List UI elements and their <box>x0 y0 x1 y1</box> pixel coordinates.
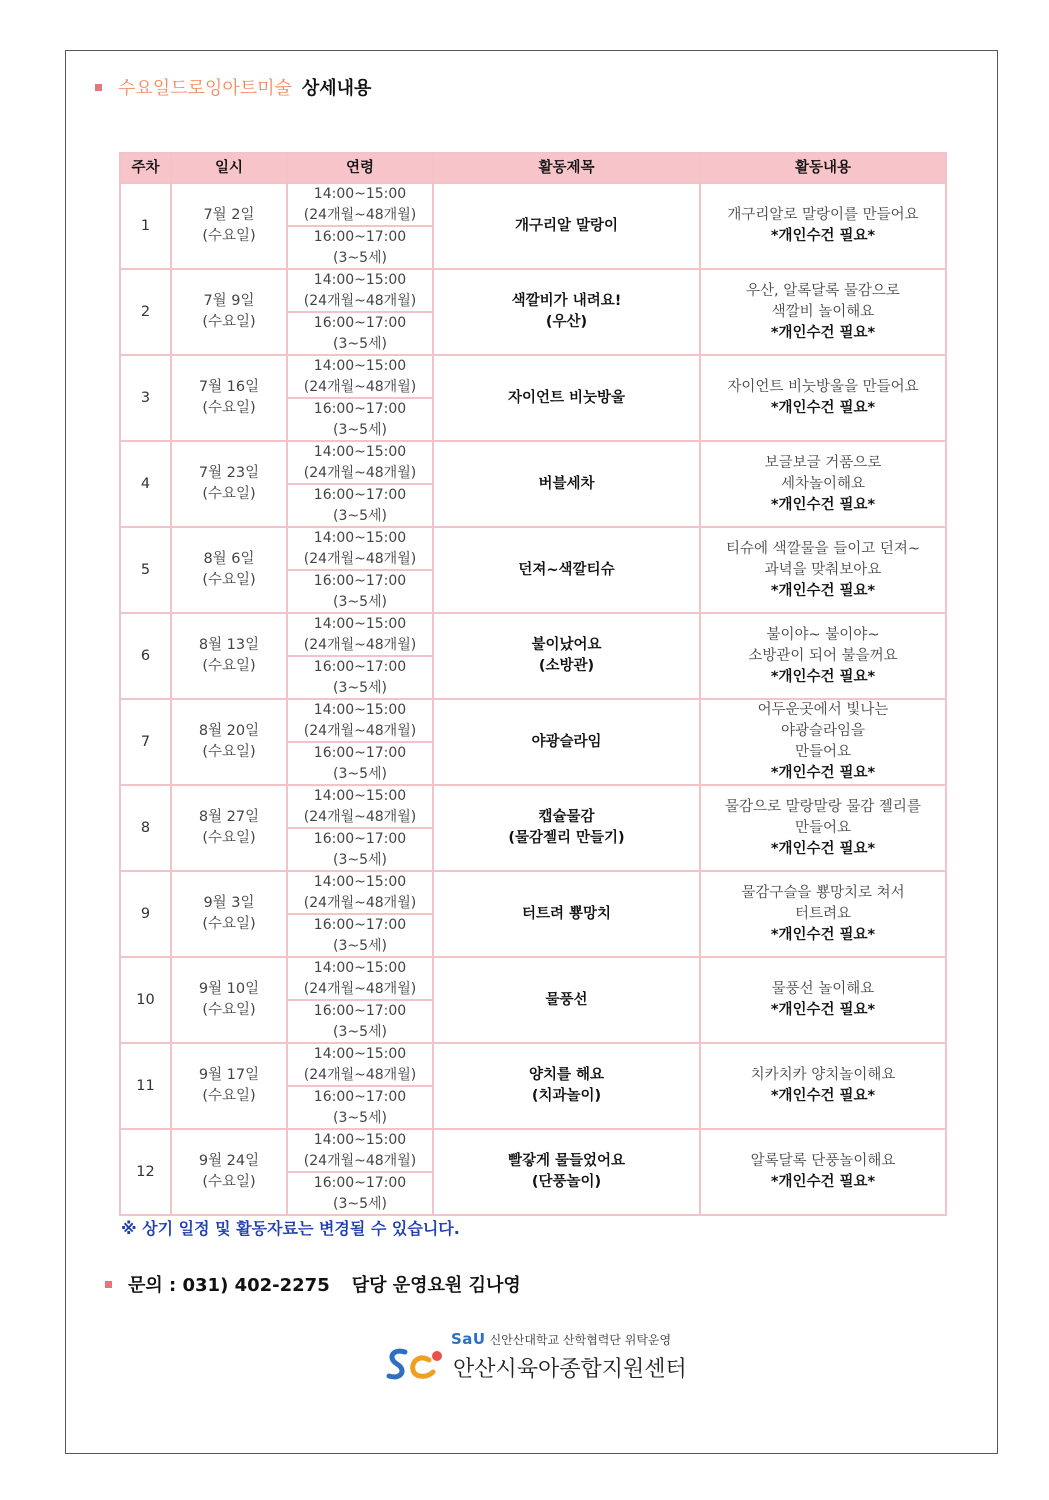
heading-plain: 상세내용 <box>301 78 372 99</box>
session-cell <box>287 828 433 871</box>
date-cell <box>171 699 287 785</box>
session-time: 14:00~15:00 <box>313 186 407 202</box>
towel-required-note: *개인수건 필요* <box>770 228 876 244</box>
session-age: (3~5세) <box>333 507 387 524</box>
session-age: (3~5세) <box>333 937 387 954</box>
activity-content-cell <box>700 699 946 785</box>
towel-required-note: *개인수건 필요* <box>770 400 876 416</box>
activity-title: (단풍놀이) <box>531 1174 602 1190</box>
week-cell: 6 <box>120 613 171 699</box>
session-cell <box>287 785 433 828</box>
header-title: 활동제목 <box>433 153 700 183</box>
activity-content: 색깔비 놀이해요 <box>771 303 875 320</box>
activity-title-cell <box>433 527 700 613</box>
session-cell <box>287 398 433 441</box>
day-text: (수요일) <box>202 1088 256 1104</box>
schedule-body <box>120 183 946 1215</box>
activity-title: (치과놀이) <box>531 1088 602 1104</box>
activity-title-cell <box>433 1043 700 1129</box>
session-time: 16:00~17:00 <box>313 229 407 245</box>
day-text: (수요일) <box>202 916 256 932</box>
session-time: 14:00~15:00 <box>313 702 407 718</box>
date-text: 7월 2일 <box>203 207 255 223</box>
activity-title-cell <box>433 355 700 441</box>
session-cell <box>287 1129 433 1172</box>
activity-content: 물감구슬을 뿅망치로 쳐서 <box>741 884 905 901</box>
activity-content: 만들어요 <box>794 744 852 760</box>
table-row <box>120 441 946 484</box>
towel-required-note: *개인수건 필요* <box>770 668 876 685</box>
week-cell: 7 <box>120 699 171 785</box>
activity-title-cell <box>433 871 700 957</box>
session-time: 14:00~15:00 <box>313 874 407 890</box>
session-age: (24개월~48개월) <box>303 464 417 481</box>
table-row <box>120 355 946 398</box>
activity-content: 치카치카 양치놀이해요 <box>750 1067 896 1083</box>
session-time: 16:00~17:00 <box>313 401 407 417</box>
table-header-row <box>120 153 946 183</box>
activity-content: 물풍선 놀이해요 <box>771 981 875 997</box>
session-time: 16:00~17:00 <box>313 917 407 933</box>
activity-content-cell <box>700 785 946 871</box>
towel-required-note: *개인수건 필요* <box>770 926 876 943</box>
session-time: 14:00~15:00 <box>313 530 407 546</box>
date-text: 9월 24일 <box>198 1153 260 1169</box>
session-cell <box>287 441 433 484</box>
session-cell <box>287 742 433 785</box>
activity-title-cell <box>433 269 700 355</box>
activity-content: 세차놀이해요 <box>780 475 866 492</box>
session-time: 14:00~15:00 <box>313 960 407 976</box>
session-age: (3~5세) <box>333 593 387 610</box>
session-age: (24개월~48개월) <box>303 808 417 825</box>
table-row <box>120 527 946 570</box>
activity-title: 터트려 뿅망치 <box>521 905 612 922</box>
session-age: (3~5세) <box>333 851 387 868</box>
session-age: (24개월~48개월) <box>303 550 417 567</box>
week-cell: 12 <box>120 1129 171 1215</box>
day-text: (수요일) <box>202 572 256 588</box>
session-time: 14:00~15:00 <box>313 1132 407 1148</box>
activity-title-cell <box>433 699 700 785</box>
activity-content: 만들어요 <box>794 819 852 836</box>
activity-title: (우산) <box>545 314 588 330</box>
session-time: 16:00~17:00 <box>313 487 407 503</box>
table-row <box>120 699 946 742</box>
session-time: 14:00~15:00 <box>313 616 407 632</box>
activity-title: (물감젤리 만들기) <box>508 830 625 846</box>
session-age: (3~5세) <box>333 1109 387 1126</box>
session-age: (24개월~48개월) <box>303 292 417 309</box>
date-cell <box>171 957 287 1043</box>
activity-content: 물감으로 말랑말랑 물감 젤리를 <box>725 798 921 815</box>
day-text: (수요일) <box>202 830 256 846</box>
date-cell <box>171 355 287 441</box>
date-cell <box>171 785 287 871</box>
session-cell <box>287 183 433 226</box>
day-text: (수요일) <box>202 1002 256 1018</box>
date-cell <box>171 871 287 957</box>
towel-required-note: *개인수건 필요* <box>770 1088 876 1104</box>
towel-required-note: *개인수건 필요* <box>770 840 876 857</box>
activity-content: 야광슬라임을 <box>780 723 866 739</box>
date-text: 8월 20일 <box>198 723 260 739</box>
table-row <box>120 183 946 226</box>
session-time: 16:00~17:00 <box>313 831 407 847</box>
date-text: 7월 9일 <box>203 293 255 309</box>
session-cell <box>287 871 433 914</box>
bullet-icon <box>105 1281 112 1288</box>
activity-content: 어두운곳에서 빛나는 <box>757 702 889 718</box>
activity-content-cell <box>700 269 946 355</box>
towel-required-note: *개인수건 필요* <box>770 324 876 341</box>
towel-required-note: *개인수건 필요* <box>770 765 876 781</box>
session-age: (3~5세) <box>333 335 387 352</box>
header-age: 연령 <box>287 153 433 183</box>
activity-content-cell <box>700 613 946 699</box>
activity-content-cell <box>700 871 946 957</box>
logo-main-text: 안산시육아종합지원센터 <box>453 1357 687 1382</box>
session-age: (24개월~48개월) <box>303 894 417 911</box>
schedule-table <box>119 152 947 1216</box>
date-cell <box>171 183 287 269</box>
towel-required-note: *개인수건 필요* <box>770 1174 876 1190</box>
table-row <box>120 1043 946 1086</box>
table-row <box>120 871 946 914</box>
activity-content-cell <box>700 957 946 1043</box>
day-text: (수요일) <box>202 314 256 330</box>
section-heading <box>95 74 371 100</box>
date-cell <box>171 1129 287 1215</box>
day-text: (수요일) <box>202 1174 256 1190</box>
activity-content: 불이야~ 불이야~ <box>766 626 880 643</box>
date-text: 7월 16일 <box>198 379 260 395</box>
activity-content-cell <box>700 1043 946 1129</box>
week-cell: 4 <box>120 441 171 527</box>
activity-content: 알록달록 단풍놀이해요 <box>750 1153 896 1169</box>
activity-title: 빨갛게 물들었어요 <box>507 1153 626 1169</box>
activity-title: (소방관) <box>538 658 595 674</box>
table-row <box>120 785 946 828</box>
table-row <box>120 269 946 312</box>
session-age: (24개월~48개월) <box>303 206 417 223</box>
week-cell: 2 <box>120 269 171 355</box>
date-text: 8월 6일 <box>203 551 255 567</box>
activity-content-cell <box>700 355 946 441</box>
activity-title: 불이났어요 <box>531 637 602 653</box>
activity-title: 개구리알 말랑이 <box>514 217 619 234</box>
towel-required-note: *개인수건 필요* <box>770 496 876 513</box>
session-age: (3~5세) <box>333 1023 387 1040</box>
table-row <box>120 1129 946 1172</box>
activity-content: 우산, 알록달록 물감으로 <box>746 282 900 299</box>
session-age: (24개월~48개월) <box>303 1152 417 1169</box>
day-text: (수요일) <box>202 744 256 760</box>
session-age: (3~5세) <box>333 421 387 438</box>
week-cell: 1 <box>120 183 171 269</box>
session-cell <box>287 656 433 699</box>
session-cell <box>287 613 433 656</box>
sau-logo: SaU <box>451 1330 486 1348</box>
session-age: (3~5세) <box>333 249 387 266</box>
center-logo <box>383 1330 693 1390</box>
towel-required-note: *개인수건 필요* <box>770 1002 876 1018</box>
session-cell <box>287 1086 433 1129</box>
session-time: 16:00~17:00 <box>313 745 407 761</box>
session-cell <box>287 957 433 1000</box>
session-age: (3~5세) <box>333 679 387 696</box>
date-cell <box>171 527 287 613</box>
activity-content: 과녁을 맞춰보아요 <box>764 561 882 578</box>
date-text: 9월 10일 <box>198 981 260 997</box>
session-cell <box>287 1043 433 1086</box>
activity-title: 색깔비가 내려요! <box>511 293 622 309</box>
activity-content: 자이언트 비눗방울을 만들어요 <box>727 379 919 395</box>
session-cell <box>287 914 433 957</box>
activity-title: 양치를 해요 <box>528 1067 605 1083</box>
activity-content-cell <box>700 441 946 527</box>
week-cell: 5 <box>120 527 171 613</box>
date-text: 7월 23일 <box>198 465 260 481</box>
date-text: 9월 17일 <box>198 1067 260 1083</box>
session-age: (3~5세) <box>333 1195 387 1212</box>
activity-content: 개구리알로 말랑이를 만들어요 <box>727 207 919 223</box>
week-cell: 11 <box>120 1043 171 1129</box>
session-time: 16:00~17:00 <box>313 1003 407 1019</box>
activity-content: 보글보글 거품으로 <box>764 454 882 471</box>
session-time: 14:00~15:00 <box>313 1046 407 1062</box>
session-cell <box>287 527 433 570</box>
session-time: 16:00~17:00 <box>313 659 407 675</box>
session-cell <box>287 226 433 269</box>
date-cell <box>171 1043 287 1129</box>
activity-title-cell <box>433 785 700 871</box>
activity-title: 자이언트 비눗방울 <box>507 389 626 406</box>
contact-person: 담당 운영요원 김나영 <box>351 1275 521 1296</box>
date-cell <box>171 441 287 527</box>
logo-subtitle <box>451 1330 671 1348</box>
activity-title-cell <box>433 613 700 699</box>
activity-title: 물풍선 <box>545 991 588 1008</box>
heading-accent: 수요일드로잉아트미술 <box>118 78 292 99</box>
session-time: 14:00~15:00 <box>313 358 407 374</box>
session-time: 14:00~15:00 <box>313 788 407 804</box>
session-time: 14:00~15:00 <box>313 272 407 288</box>
session-cell <box>287 699 433 742</box>
change-notice: ※ 상기 일정 및 활동자료는 변경될 수 있습니다. <box>121 1219 460 1238</box>
activity-title-cell <box>433 183 700 269</box>
day-text: (수요일) <box>202 658 256 674</box>
activity-content-cell <box>700 1129 946 1215</box>
session-cell <box>287 484 433 527</box>
activity-title: 던져~색깔티슈 <box>518 561 615 578</box>
session-age: (24개월~48개월) <box>303 980 417 997</box>
session-age: (24개월~48개월) <box>303 636 417 653</box>
date-text: 8월 27일 <box>198 809 260 825</box>
activity-title: 버블세차 <box>538 475 595 492</box>
day-text: (수요일) <box>202 486 256 502</box>
activity-content: 티슈에 색깔물을 들이고 던져~ <box>725 540 921 557</box>
day-text: (수요일) <box>202 400 256 416</box>
session-cell <box>287 1000 433 1043</box>
contact-phone: 문의 : 031) 402-2275 <box>128 1275 330 1296</box>
contact-line <box>105 1271 521 1297</box>
session-age: (24개월~48개월) <box>303 722 417 739</box>
table-row <box>120 613 946 656</box>
session-time: 14:00~15:00 <box>313 444 407 460</box>
session-cell <box>287 570 433 613</box>
activity-title-cell <box>433 1129 700 1215</box>
session-age: (24개월~48개월) <box>303 1066 417 1083</box>
week-cell: 10 <box>120 957 171 1043</box>
date-cell <box>171 269 287 355</box>
session-age: (24개월~48개월) <box>303 378 417 395</box>
activity-title-cell <box>433 441 700 527</box>
header-content: 활동내용 <box>700 153 946 183</box>
header-date: 일시 <box>171 153 287 183</box>
activity-content-cell <box>700 527 946 613</box>
activity-content: 소방관이 되어 불을꺼요 <box>748 647 898 664</box>
session-cell <box>287 269 433 312</box>
session-age: (3~5세) <box>333 765 387 782</box>
center-logo-icon <box>383 1344 447 1386</box>
header-week: 주차 <box>120 153 171 183</box>
session-cell <box>287 355 433 398</box>
date-text: 8월 13일 <box>198 637 260 653</box>
session-cell <box>287 312 433 355</box>
week-cell: 9 <box>120 871 171 957</box>
date-cell <box>171 613 287 699</box>
week-cell: 3 <box>120 355 171 441</box>
activity-title-cell <box>433 957 700 1043</box>
session-time: 16:00~17:00 <box>313 315 407 331</box>
week-cell: 8 <box>120 785 171 871</box>
activity-title: 캡슐물감 <box>538 809 595 825</box>
date-text: 9월 3일 <box>203 895 255 911</box>
activity-content: 터트려요 <box>794 905 852 922</box>
session-time: 16:00~17:00 <box>313 573 407 589</box>
towel-required-note: *개인수건 필요* <box>770 582 876 599</box>
session-time: 16:00~17:00 <box>313 1175 407 1191</box>
activity-title: 야광슬라임 <box>531 733 602 750</box>
logo-sub-text: 신안산대학교 산학협력단 위탁운영 <box>489 1332 672 1347</box>
session-time: 16:00~17:00 <box>313 1089 407 1105</box>
session-cell <box>287 1172 433 1215</box>
activity-content-cell <box>700 183 946 269</box>
bullet-icon <box>95 84 102 91</box>
table-row <box>120 957 946 1000</box>
day-text: (수요일) <box>202 228 256 244</box>
